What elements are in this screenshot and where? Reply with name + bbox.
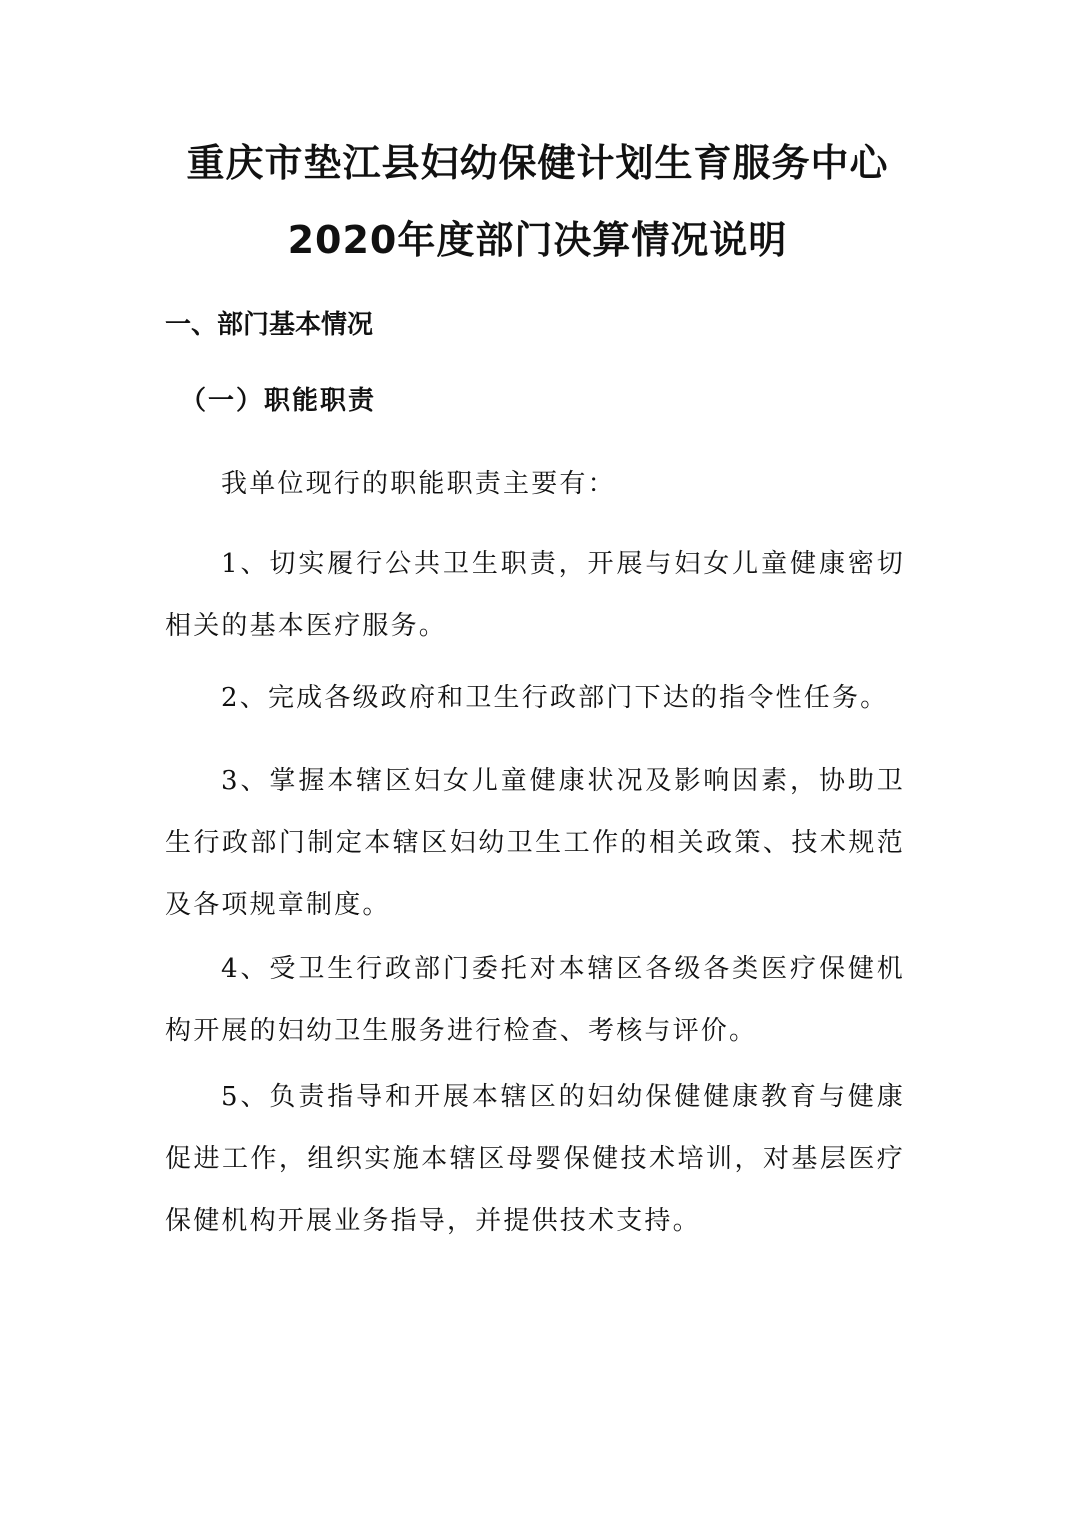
- duty-item-1: 1、切实履行公共卫生职责，开展与妇女儿童健康密切相关的基本医疗服务。: [165, 549, 905, 641]
- subsection-heading: （一）职能职责: [180, 386, 377, 416]
- document-title-line2: 2020年度部门决算情况说明: [287, 218, 788, 262]
- intro-paragraph: 我单位现行的职能职责主要有：: [221, 469, 616, 499]
- duty-item-2: 2、完成各级政府和卫生行政部门下达的指令性任务。: [221, 683, 889, 713]
- document-title-line1: 重庆市垫江县妇幼保健计划生育服务中心: [186, 141, 889, 185]
- section-heading: 一、部门基本情况: [165, 310, 374, 340]
- duty-item-4: 4、受卫生行政部门委托对本辖区各级各类医疗保健机构开展的妇幼卫生服务进行检查、考核与评价。: [165, 954, 905, 1046]
- duty-item-3: 3、掌握本辖区妇女儿童健康状况及影响因素，协助卫生行政部门制定本辖区妇幼卫生工作的相关政策、技术规范及各项规章制度。: [165, 766, 905, 920]
- duty-item-5: 5、负责指导和开展本辖区的妇幼保健健康教育与健康促进工作，组织实施本辖区母婴保健技术培训，对基层医疗保健机构开展业务指导，并提供技术支持。: [165, 1082, 905, 1236]
